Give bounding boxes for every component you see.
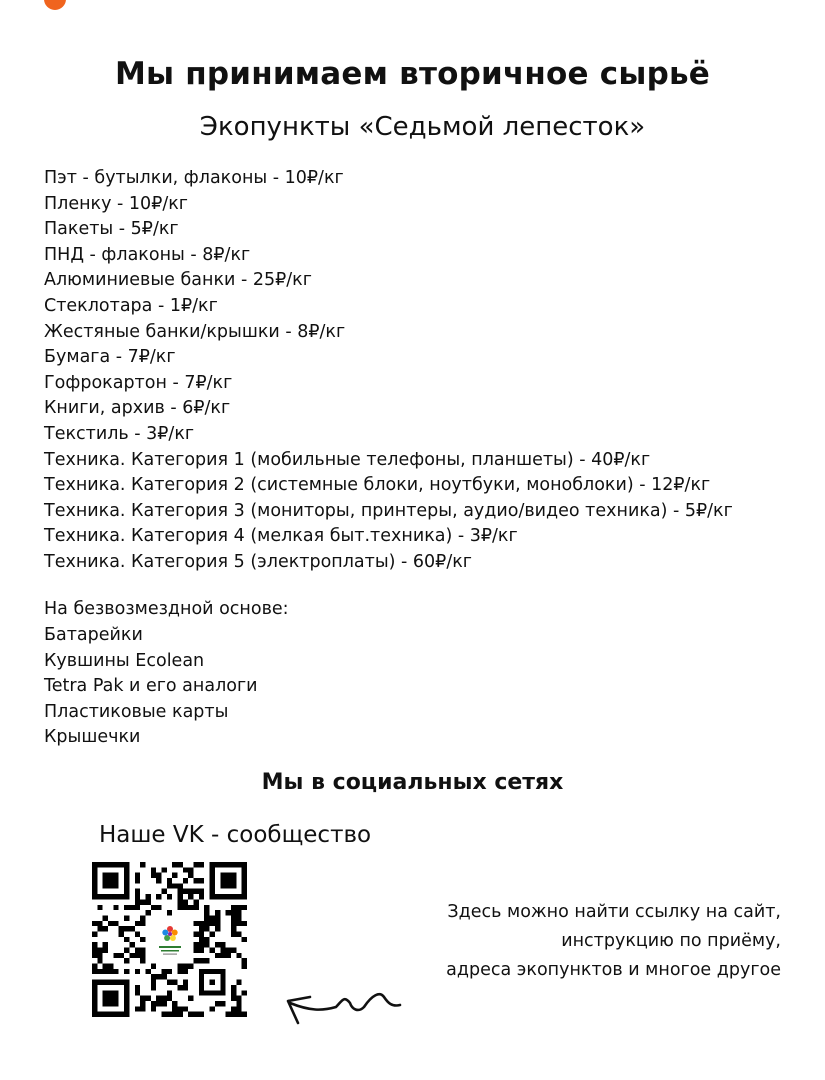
page-title: Мы принимаем вторичное сырьё <box>115 56 710 92</box>
price-item: Техника. Категория 3 (мониторы, принтеры, аудио/видео техника) - 5₽/кг <box>44 500 733 521</box>
social-description <box>361 898 781 985</box>
price-item: Техника. Категория 5 (электроплаты) - 60₽/кг <box>44 551 472 572</box>
page-subtitle: Экопункты «Седьмой лепесток» <box>199 112 646 142</box>
price-item: Техника. Категория 2 (системные блоки, ноутбуки, моноблоки) - 12₽/кг <box>44 475 711 496</box>
price-item: Бумага - 7₽/кг <box>44 347 176 368</box>
corner-logo-mark <box>44 0 66 10</box>
price-item: Пэт - бутылки, флаконы - 10₽/кг <box>44 168 344 188</box>
price-item: Гофрокартон - 7₽/кг <box>44 372 233 393</box>
price-item: Пакеты - 5₽/кг <box>44 219 179 240</box>
free-item: Кувшины Ecolean <box>44 650 205 671</box>
price-item: Алюминиевые банки - 25₽/кг <box>44 270 312 291</box>
vk-community-label: Наше VK - сообщество <box>99 822 372 848</box>
price-item: Техника. Категория 4 (мелкая быт.техника) - 3₽/кг <box>44 526 518 547</box>
price-list <box>44 166 733 576</box>
price-item: Пленку - 10₽/кг <box>44 193 188 214</box>
free-heading: На безвозмездной основе: <box>44 599 289 619</box>
hand-drawn-arrow-icon <box>280 985 405 1035</box>
free-list <box>44 623 258 751</box>
free-item: Крышечки <box>44 727 141 748</box>
description-line: инструкцию по приёму, <box>561 931 781 951</box>
qr-logo-icon <box>152 922 188 958</box>
price-item: Техника. Категория 1 (мобильные телефоны, планшеты) - 40₽/кг <box>44 449 651 470</box>
price-item: Книги, архив - 6₽/кг <box>44 398 231 419</box>
price-item: Жестяные банки/крышки - 8₽/кг <box>44 321 346 342</box>
free-item: Tetra Pak и его аналоги <box>44 676 258 697</box>
social-heading: Мы в социальных сетях <box>261 770 564 795</box>
price-item: Текстиль - 3₽/кг <box>44 423 195 444</box>
free-item: Батарейки <box>44 625 143 645</box>
description-line: Здесь можно найти ссылку на сайт, <box>447 902 781 922</box>
free-item: Пластиковые карты <box>44 701 229 722</box>
price-item: ПНД - флаконы - 8₽/кг <box>44 244 251 265</box>
price-item: Стеклотара - 1₽/кг <box>44 295 218 316</box>
description-line: адреса экопунктов и многое другое <box>446 960 781 980</box>
